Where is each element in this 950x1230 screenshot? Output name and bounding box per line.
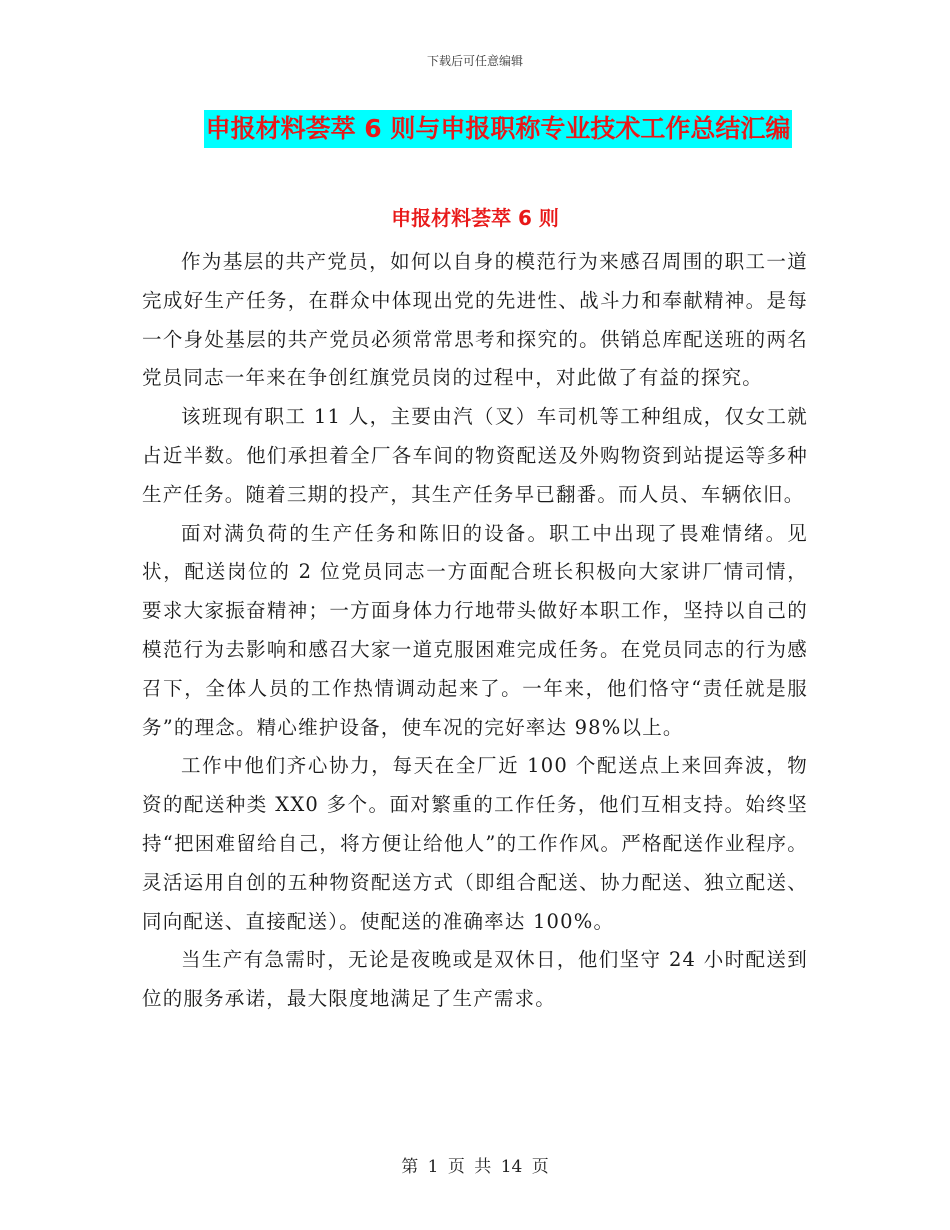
paragraph: 该班现有职工 11 人，主要由汽（叉）车司机等工种组成，仅女工就占近半数。他们承担着全厂各车间的物资配送及外购物资到站提运等多种生产任务。随着三期的投产，其生产任务早已翻番。而人员、车辆依旧。 xyxy=(142,405,808,506)
paragraph: 工作中他们齐心协力，每天在全厂近 100 个配送点上来回奔波，物资的配送种类 XX0 多个。面对繁重的工作任务，他们互相支持。始终坚持“把困难留给自己，将方便让给他人”的工作作风。严格配送作业程序。灵活运用自创的五种物资配送方式（即组合配送、协力配送、独立配送、同向配送、直接配送）。使配送的准确率达 100%。 xyxy=(142,754,808,933)
paragraph: 作为基层的共产党员，如何以自身的模范行为来感召周围的职工一道完成好生产任务，在群众中体现出党的先进性、战斗力和奉献精神。是每一个身处基层的共产党员必须常常思考和探究的。供销总库配送班的两名党员同志一年来在争创红旗党员岗的过程中，对此做了有益的探究。 xyxy=(142,250,808,390)
header-note: 下载后可任意编辑 xyxy=(426,54,523,68)
document-body xyxy=(142,243,808,1019)
main-title-container xyxy=(0,110,950,148)
section-title: 申报材料荟萃 6 则 xyxy=(391,206,559,230)
page-footer: 第 1 页 共 14 页 xyxy=(401,1157,549,1177)
paragraph: 当生产有急需时，无论是夜晚或是双休日，他们坚守 24 小时配送到位的服务承诺，最大限度地满足了生产需求。 xyxy=(142,948,808,1011)
main-title: 申报材料荟萃 6 则与申报职称专业技术工作总结汇编 xyxy=(204,110,793,148)
paragraph: 面对满负荷的生产任务和陈旧的设备。职工中出现了畏难情绪。见状，配送岗位的 2 位党员同志一方面配合班长积极向大家讲厂情司情，要求大家振奋精神；一方面身体力行地带头做好本职工作，坚持以自己的模范行为去影响和感召大家一道克服困难完成任务。在党员同志的行为感召下，全体人员的工作热情调动起来了。一年来，他们恪守“责任就是服务”的理念。精心维护设备，使车况的完好率达 98%以上。 xyxy=(142,521,808,739)
